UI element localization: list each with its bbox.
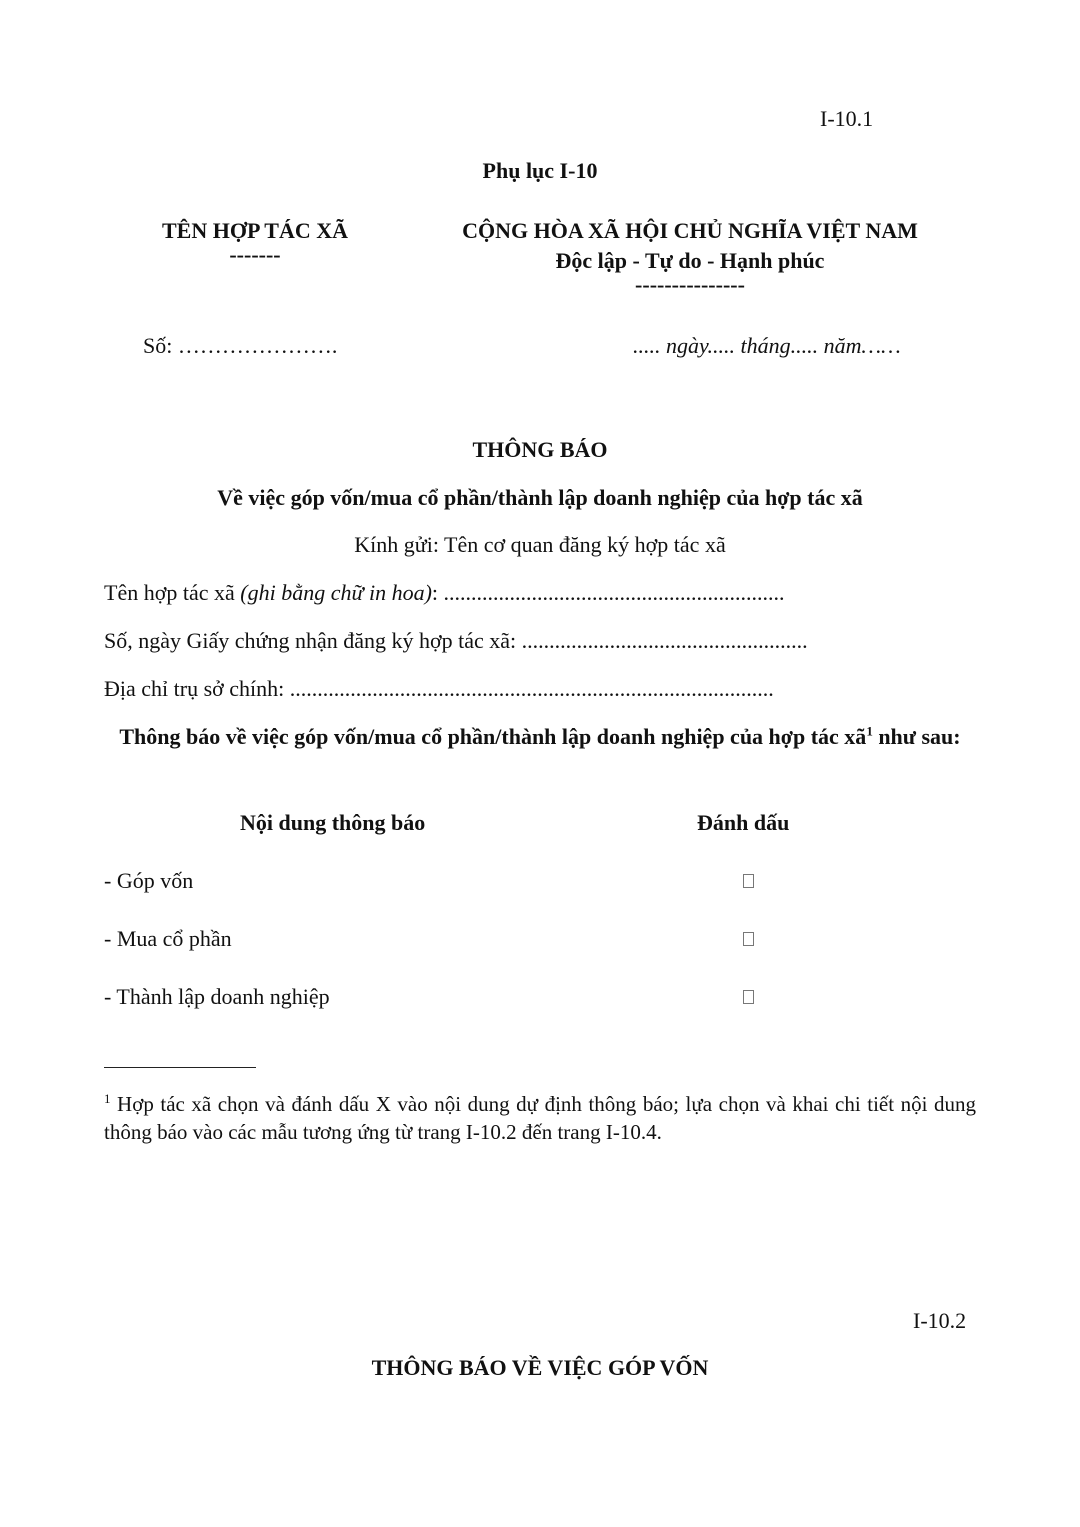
footnote-ref: 1 bbox=[866, 723, 873, 739]
field-coop-name-dots: : .............................................................. bbox=[431, 580, 785, 605]
field-coop-name-label: Tên hợp tác xã bbox=[104, 580, 241, 605]
coop-name-rule: ------- bbox=[229, 242, 281, 267]
country-name: CỘNG HÒA XÃ HỘI CHỦ NGHĨA VIỆT NAM bbox=[462, 218, 918, 243]
national-heading bbox=[410, 216, 970, 297]
form-code-page-2: I-10.2 bbox=[913, 1308, 967, 1333]
motto-rule: --------------- bbox=[635, 272, 745, 297]
option-label-capital-contribution: - Góp vốn bbox=[104, 868, 194, 893]
footnote-divider bbox=[104, 1067, 256, 1068]
addressee: Kính gửi: Tên cơ quan đăng ký hợp tác xã bbox=[354, 532, 726, 557]
option-label-establish-enterprise: - Thành lập doanh nghiệp bbox=[104, 984, 330, 1009]
table-header-mark: Đánh dấu bbox=[697, 810, 790, 835]
table-header-content: Nội dung thông báo bbox=[240, 810, 426, 835]
notice-subject: Về việc góp vốn/mua cổ phần/thành lập doanh nghiệp của hợp tác xã bbox=[217, 485, 863, 510]
capital-contribution-title: THÔNG BÁO VỀ VIỆC GÓP VỐN bbox=[371, 1355, 709, 1380]
checkbox-capital-contribution[interactable] bbox=[743, 874, 754, 888]
notice-intro bbox=[104, 723, 976, 750]
field-registration-cert: Số, ngày Giấy chứng nhận đăng ký hợp tác xã: .................................................... bbox=[104, 628, 808, 653]
field-head-office-address: Địa chỉ trụ sở chính: ........................................................................................ bbox=[104, 676, 774, 701]
motto: Độc lập - Tự do - Hạnh phúc bbox=[555, 248, 825, 273]
notice-intro-tail: như sau: bbox=[872, 724, 961, 749]
footnote-number: 1 bbox=[104, 1091, 111, 1106]
checkbox-share-purchase[interactable] bbox=[743, 932, 754, 946]
appendix-title: Phụ lục I-10 bbox=[482, 158, 598, 183]
footnote-text: Hợp tác xã chọn và đánh dấu X vào nội dung dự định thông báo; lựa chọn và khai chi tiết nội dung thông báo vào các mẫu tương ứng từ trang I-10.2 đến trang I-10.4. bbox=[104, 1092, 976, 1144]
notice-title: THÔNG BÁO bbox=[472, 437, 608, 462]
coop-name-block bbox=[130, 216, 380, 267]
option-label-share-purchase: - Mua cổ phần bbox=[104, 926, 232, 951]
footnote bbox=[104, 1090, 976, 1146]
document-date: ..... ngày..... tháng..... năm…… bbox=[633, 333, 901, 358]
checkbox-establish-enterprise[interactable] bbox=[743, 990, 754, 1004]
notice-intro-text: Thông báo về việc góp vốn/mua cổ phần/thành lập doanh nghiệp của hợp tác xã bbox=[119, 724, 867, 749]
field-coop-name bbox=[104, 580, 785, 606]
form-code: I-10.1 bbox=[820, 106, 874, 131]
field-coop-name-hint: (ghi bằng chữ in hoa) bbox=[240, 580, 432, 605]
coop-name: TÊN HỢP TÁC XÃ bbox=[161, 218, 348, 243]
document-number: Số: …………………. bbox=[143, 333, 338, 358]
